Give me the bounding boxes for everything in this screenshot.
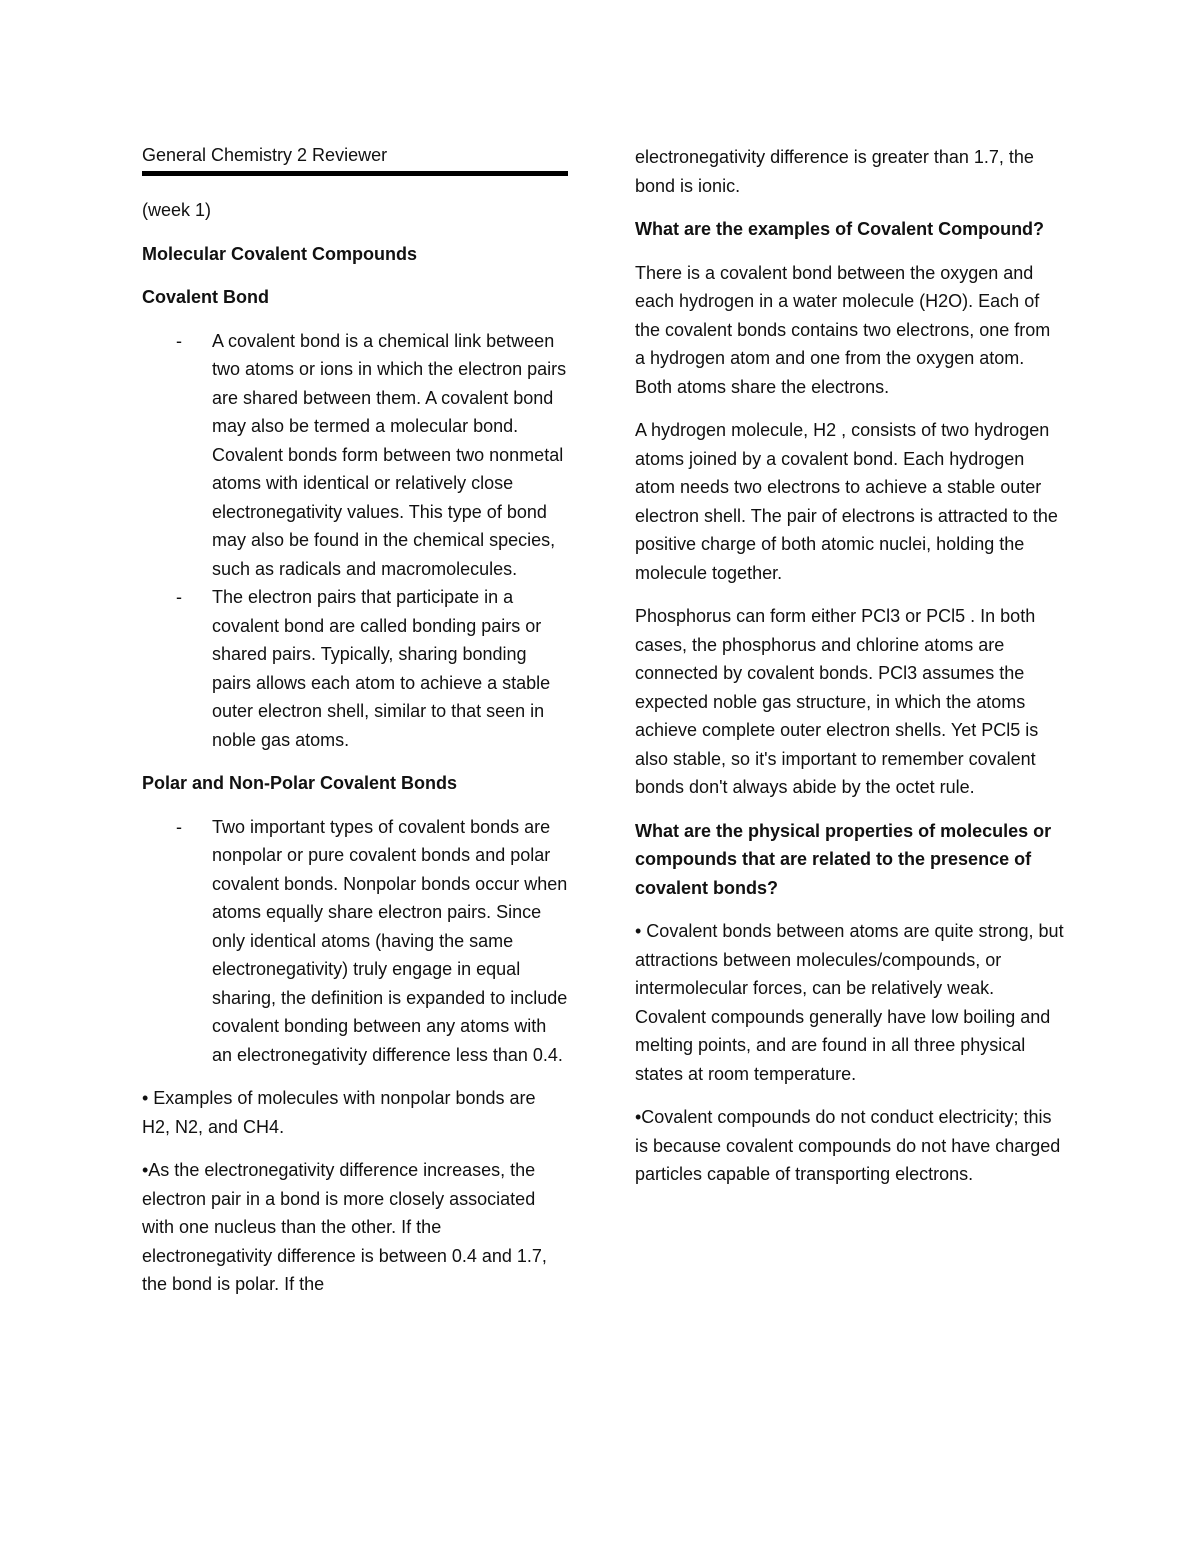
heading-polar-nonpolar: Polar and Non-Polar Covalent Bonds	[142, 773, 458, 793]
dash-marker: -	[176, 330, 182, 351]
right-column	[635, 143, 1065, 1204]
document-title: General Chemistry 2 Reviewer	[142, 145, 388, 165]
polar-list	[142, 813, 568, 1070]
paragraph-water: There is a covalent bond between the oxygen and each hydrogen in a water molecule (H2O). Each of the covalent bonds contains two electrons, one from a hydrogen atom and one from the oxygen atom. Both atoms share the electrons.	[635, 262, 1051, 397]
paragraph-phosphorus: Phosphorus can form either PCl3 or PCl5 . In both cases, the phosphorus and chlorine atoms are connected by covalent bonds. PCl3 assumes the expected noble gas structure, in which the atoms achieve complete outer electron shells. Yet PCl5 is also stable, so it's important to remember covalent bonds don't always abide by the octet rule.	[635, 606, 1039, 797]
paragraph-hydrogen: A hydrogen molecule, H2 , consists of two hydrogen atoms joined by a covalent bond. Each hydrogen atom needs two electrons to achieve a stable outer electron shell. The pair of electrons is attracted to the positive charge of both atomic nuclei, holding the molecule together.	[635, 420, 1058, 583]
heading-covalent-bond: Covalent Bond	[142, 287, 270, 307]
question-examples: What are the examples of Covalent Compound?	[635, 219, 1045, 239]
dash-marker: -	[176, 816, 182, 837]
bullet-no-conduct: •Covalent compounds do not conduct electricity; this is because covalent compounds do not have charged particles capable of transporting electrons.	[635, 1107, 1061, 1184]
continuation-paragraph: electronegativity difference is greater than 1.7, the bond is ionic.	[635, 147, 1034, 196]
question-physical-properties: What are the physical properties of molecules or compounds that are related to the presence of covalent bonds?	[635, 820, 1052, 898]
list-item-text: A covalent bond is a chemical link between two atoms or ions in which the electron pairs are shared between them. A covalent bond may also be termed a molecular bond. Covalent bonds form between two nonmetal atoms with identical or relatively close electronegativity values. This type of bond may also be found in the chemical species, such as radicals and macromolecules.	[212, 330, 567, 579]
list-item	[142, 583, 568, 754]
list-item-text: The electron pairs that participate in a covalent bond are called bonding pairs or shared pairs. Typically, sharing bonding pairs allows each atom to achieve a stable outer electron shell, similar to that seen in noble gas atoms.	[212, 587, 551, 750]
title-underline	[142, 171, 568, 176]
bullet-covalent-strong: • Covalent bonds between atoms are quite strong, but attractions between molecules/compounds, or intermolecular forces, can be relatively weak. Covalent compounds generally have low boiling and melting points, and are found in all three physical states at room temperature.	[635, 921, 1064, 1084]
list-item	[142, 813, 568, 1070]
left-column	[142, 140, 568, 1314]
dash-marker: -	[176, 587, 182, 607]
list-item-text: Two important types of covalent bonds are nonpolar or pure covalent bonds and polar covalent bonds. Nonpolar bonds occur when atoms equally share electron pairs. Since only identical atoms (having the same electronegativity) truly engage in equal sharing, the definition is expanded to include covalent bonding between any atoms with an electronegativity difference less than 0.4.	[212, 816, 568, 1065]
covalent-bond-list	[142, 327, 568, 755]
week-label: (week 1)	[142, 200, 212, 220]
bullet-electronegativity-difference: •As the electronegativity difference increases, the electron pair in a bond is more closely associated with one nucleus than the other. If the electronegativity difference is between 0.4 and 1.7, the bond is polar. If the	[142, 1160, 547, 1294]
bullet-nonpolar-examples: • Examples of molecules with nonpolar bonds are H2, N2, and CH4.	[142, 1088, 536, 1137]
list-item	[142, 327, 568, 584]
heading-molecular-covalent-compounds: Molecular Covalent Compounds	[142, 243, 418, 264]
